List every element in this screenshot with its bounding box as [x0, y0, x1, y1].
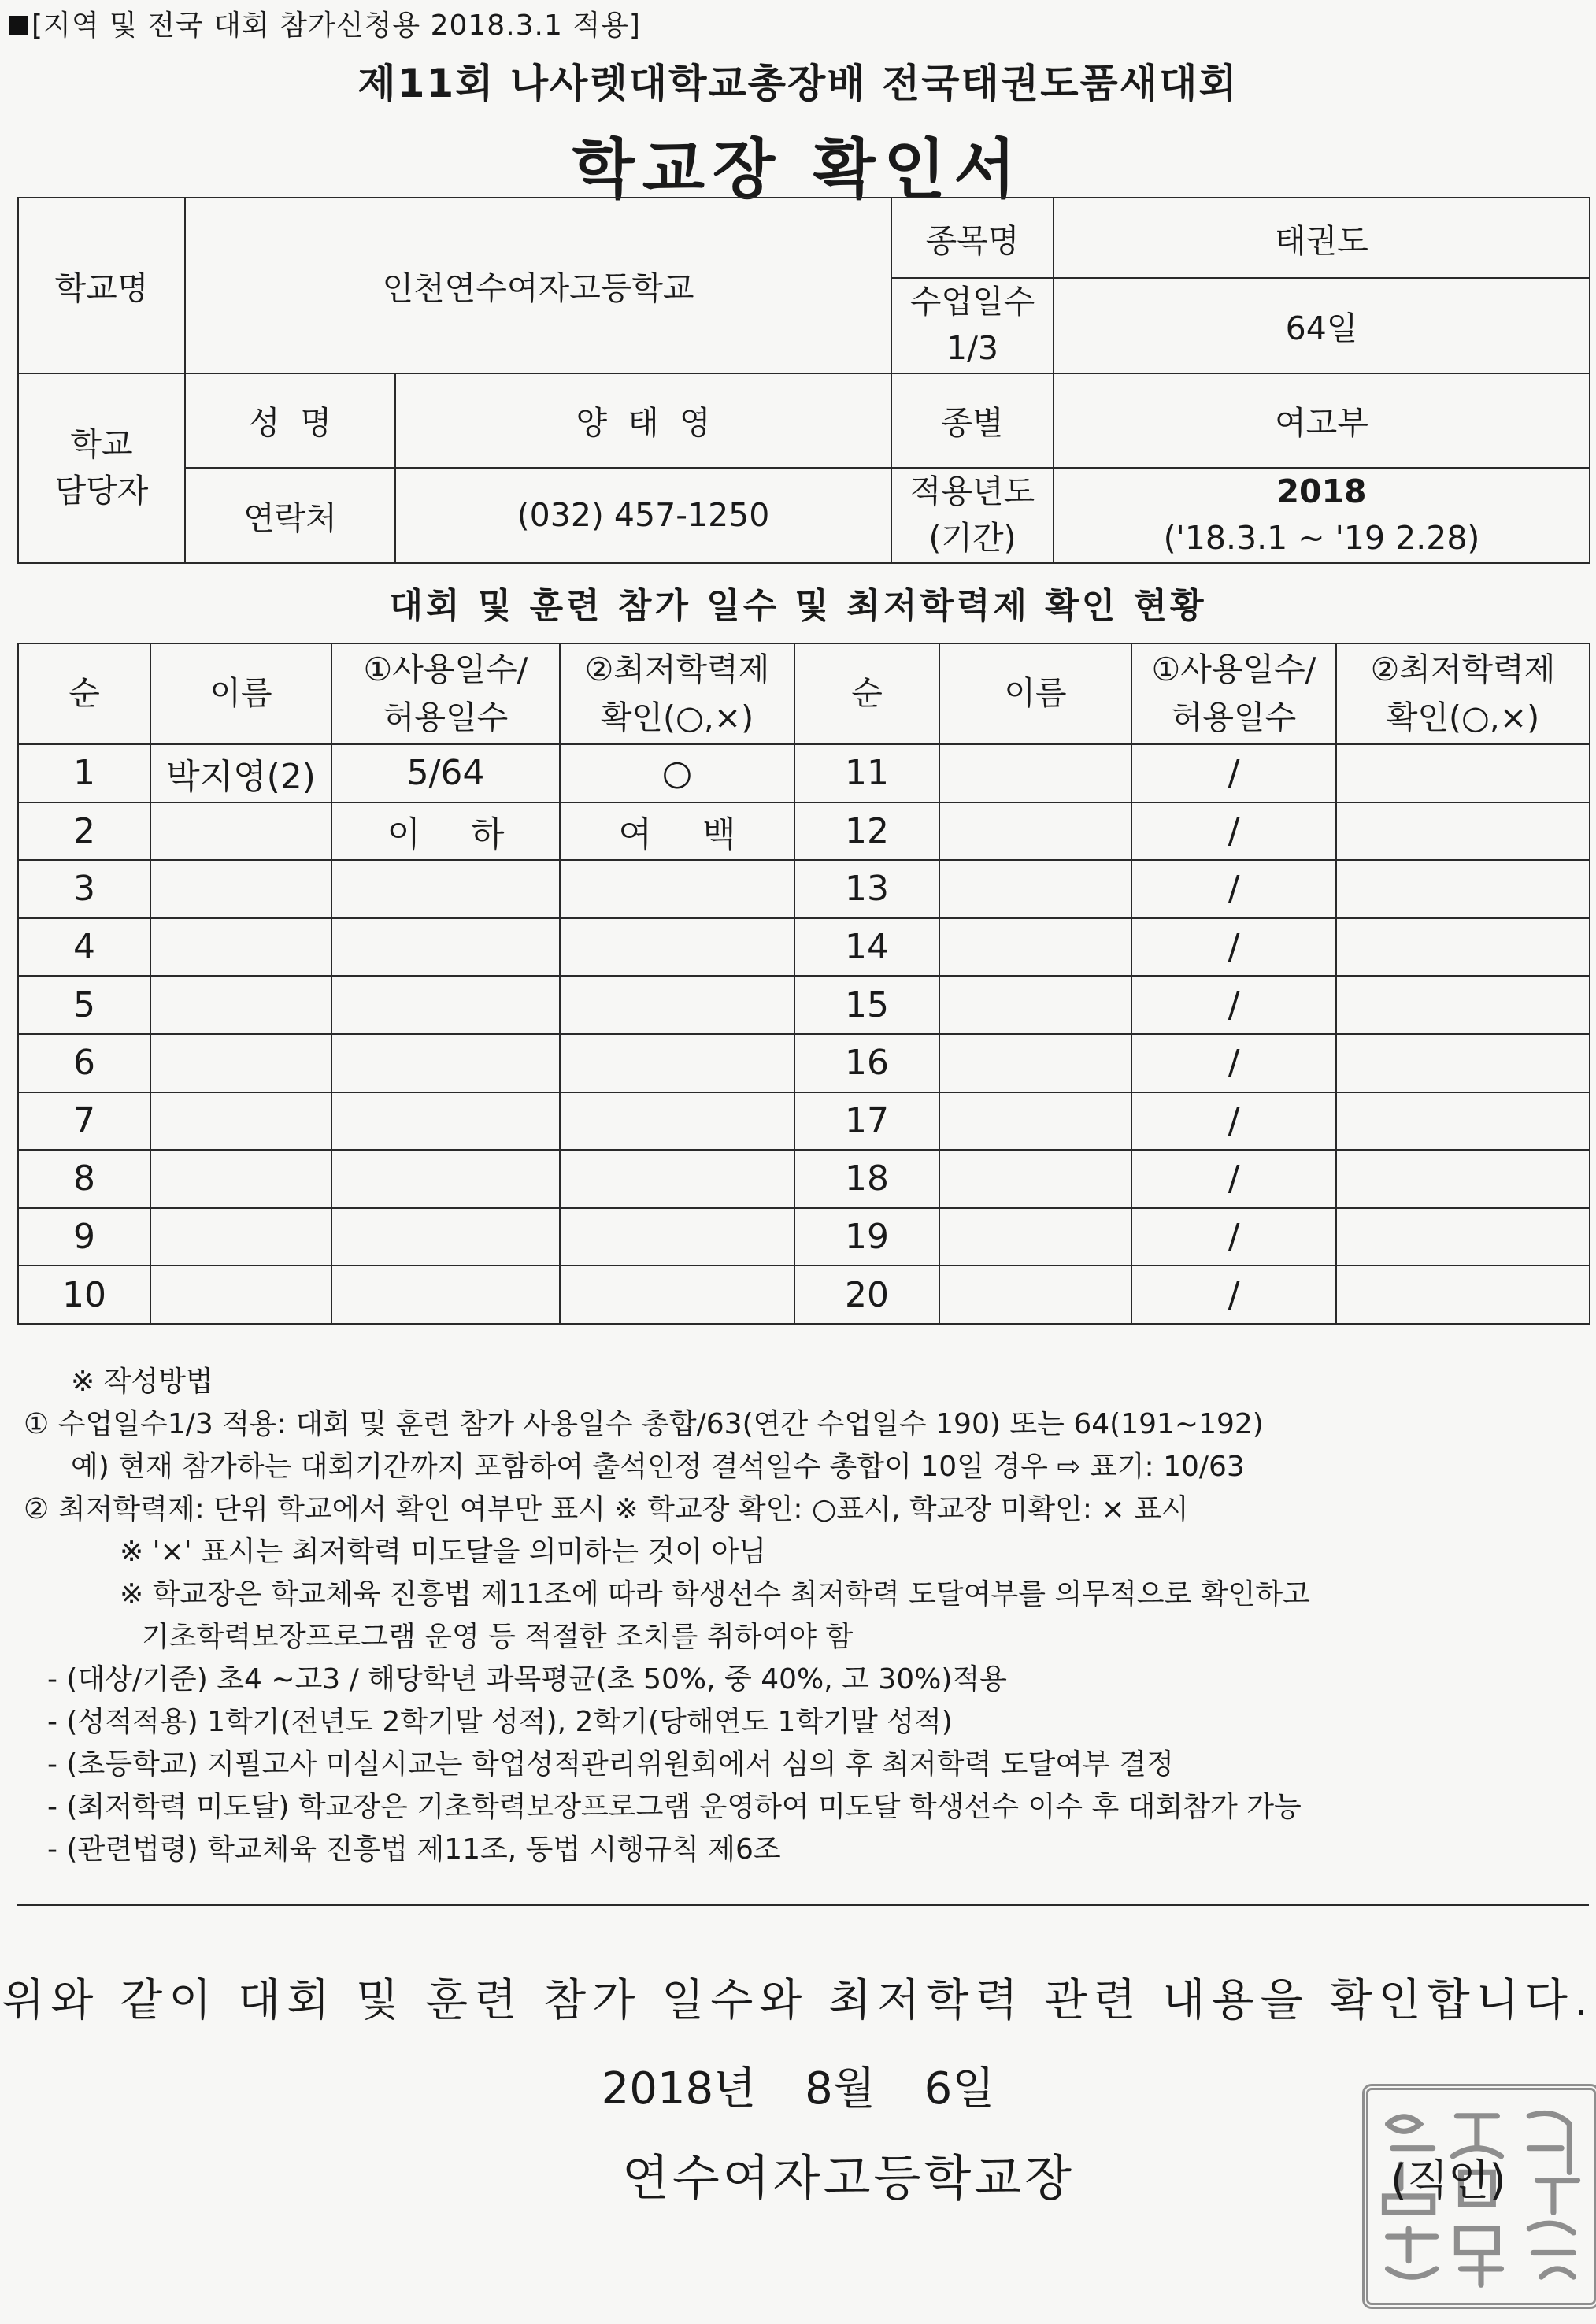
row-no: 7: [18, 1092, 150, 1151]
athlete-name: [150, 976, 331, 1034]
row-no: 1: [18, 744, 150, 802]
used-days-2: /: [1131, 802, 1336, 861]
athlete-name-2: [939, 744, 1131, 802]
used-days-2: /: [1131, 918, 1336, 977]
instruction-2-note-b-cont: 기초학력보장프로그램 운영 등 적절한 조치를 취하여야 함: [142, 1621, 854, 1653]
athlete-name-2: [939, 1150, 1131, 1208]
athlete-name: 박지영(2): [150, 744, 331, 802]
event-title: 제11회 나사렛대학교총장배 전국태권도품새대회: [357, 61, 1239, 106]
academic-check: [560, 976, 794, 1034]
min-academic-header-1: ②최저학력제: [584, 650, 770, 688]
row-no-2: 14: [794, 918, 939, 977]
document-title: 학교장 확인서: [572, 132, 1024, 207]
col-used-days-header-2: [1131, 643, 1336, 744]
col-name-header: 이름: [150, 643, 331, 744]
athlete-name-2: [939, 1092, 1131, 1151]
row-no-2: 19: [794, 1208, 939, 1266]
athlete-name-2: [939, 976, 1131, 1034]
instructions-heading: ※ 작성방법: [71, 1366, 213, 1398]
instruction-2-note-b: ※ 학교장은 학교체육 진흥법 제11조에 따라 학생선수 최저학력 도달여부를 의무적으로 확인하고: [120, 1578, 1310, 1610]
col-no-header: 순: [18, 643, 150, 744]
used-days-header-1: ①사용일수/: [363, 650, 528, 688]
row-no-2: 12: [794, 802, 939, 861]
detail-not-reached: - (최저학력 미도달) 학교장은 기초학력보장프로그램 운영하여 미도달 학생선수 이수 후 대회참가 가능: [47, 1791, 1302, 1823]
used-days-header-2-2: 허용일수: [1171, 699, 1297, 736]
academic-check-2: [1336, 860, 1590, 918]
instruction-1-example: 예) 현재 참가하는 대회기간까지 포함하여 출석인정 결석일수 총합이 10일 경우 ⇨ 표기: 10/63: [71, 1451, 1245, 1483]
academic-check-2: [1336, 1092, 1590, 1151]
category-value: 여고부: [1054, 373, 1590, 468]
row-no: 4: [18, 918, 150, 977]
class-days-label-2: 1/3: [946, 329, 998, 368]
row-no: 10: [18, 1266, 150, 1324]
used-days: [331, 860, 560, 918]
table-row: [18, 860, 1590, 918]
row-no: 9: [18, 1208, 150, 1266]
used-days-header-2-1: ①사용일수/: [1151, 650, 1316, 688]
col-min-academic-header-2: [1336, 643, 1590, 744]
used-days-header-2: 허용일수: [383, 699, 509, 736]
athlete-name: [150, 1034, 331, 1092]
name-label: 성 명: [185, 373, 395, 468]
manager-label-2: 담당자: [54, 472, 149, 510]
academic-check: [560, 1266, 794, 1324]
used-days: [331, 1034, 560, 1092]
min-academic-header-2-2: 확인(○,×): [1386, 699, 1540, 736]
row-no-2: 17: [794, 1092, 939, 1151]
table-row: [18, 1150, 1590, 1208]
row-no: 2: [18, 802, 150, 861]
blank-below-note-1: 이 하: [331, 802, 560, 861]
roster-header-row: [18, 643, 1590, 744]
year-label-1: 적용년도: [909, 472, 1035, 510]
athlete-name-2: [939, 918, 1131, 977]
used-days: [331, 976, 560, 1034]
issue-day: 6일: [924, 2063, 995, 2115]
instruction-2-note-a: ※ '×' 표시는 최저학력 미도달을 의미하는 것이 아님: [120, 1536, 766, 1568]
square-bullet-icon: [9, 16, 28, 35]
used-days: [331, 1266, 560, 1324]
blank-below-note-2: 여 백: [560, 802, 794, 861]
used-days-2: /: [1131, 1150, 1336, 1208]
athlete-name: [150, 1150, 331, 1208]
row-no-2: 11: [794, 744, 939, 802]
min-academic-header-2-1: ②최저학력제: [1370, 650, 1556, 688]
year-label: [891, 468, 1054, 563]
used-days: 5/64: [331, 744, 560, 802]
table-row: [18, 1092, 1590, 1151]
instruction-1: ① 수업일수1/3 적용: 대회 및 훈련 참가 사용일수 총합/63(연간 수업일수 190) 또는 64(191~192): [24, 1408, 1264, 1440]
table-row: [18, 976, 1590, 1034]
academic-check-2: [1336, 1208, 1590, 1266]
year-value-cell: [1054, 468, 1590, 563]
detail-elementary: - (초등학교) 지필고사 미실시교는 학업성적관리위원회에서 심의 후 최저학력 도달여부 결정: [47, 1748, 1174, 1781]
athlete-name-2: [939, 860, 1131, 918]
divider: [17, 1904, 1589, 1906]
class-days-value: 64일: [1054, 278, 1590, 373]
table-row: [18, 1208, 1590, 1266]
used-days: [331, 1208, 560, 1266]
athlete-name: [150, 918, 331, 977]
form-usage-note-text: [지역 및 전국 대회 참가신청용 2018.3.1 적용]: [31, 9, 641, 42]
roster-table: [17, 643, 1590, 1325]
confirmation-statement: 위와 같이 대회 및 훈련 참가 일수와 최저학력 관련 내용을 확인합니다.: [2, 1975, 1594, 2026]
category-label: 종별: [891, 373, 1054, 468]
name-value: 양 태 영: [395, 373, 891, 468]
athlete-name-2: [939, 1034, 1131, 1092]
manager-label: [18, 373, 185, 563]
table-row: [18, 802, 1590, 861]
school-value: 인천연수여자고등학교: [185, 198, 891, 373]
academic-check-2: [1336, 1034, 1590, 1092]
row-no-2: 16: [794, 1034, 939, 1092]
col-min-academic-header: [560, 643, 794, 744]
col-no-header-2: 순: [794, 643, 939, 744]
used-days-2: /: [1131, 1266, 1336, 1324]
academic-check-2: [1336, 976, 1590, 1034]
row-no: 6: [18, 1034, 150, 1092]
athlete-name: [150, 860, 331, 918]
table-row: [18, 1266, 1590, 1324]
used-days: [331, 1092, 560, 1151]
table-row: [18, 918, 1590, 977]
table-row: [18, 744, 1590, 802]
school-info-table: [17, 197, 1590, 564]
academic-check: [560, 1092, 794, 1151]
academic-check: [560, 1150, 794, 1208]
principal-name: 연수여자고등학교장: [622, 2149, 1076, 2207]
athlete-name: [150, 802, 331, 861]
col-used-days-header: [331, 643, 560, 744]
contact-label: 연락처: [185, 468, 395, 563]
academic-check: [560, 918, 794, 977]
row-no-2: 20: [794, 1266, 939, 1324]
academic-check: [560, 1034, 794, 1092]
academic-check: ○: [560, 744, 794, 802]
used-days: [331, 1150, 560, 1208]
academic-check: [560, 1208, 794, 1266]
min-academic-header-2: 확인(○,×): [600, 699, 754, 736]
athlete-name: [150, 1266, 331, 1324]
row-no-2: 15: [794, 976, 939, 1034]
academic-check-2: [1336, 918, 1590, 977]
detail-grades: - (성적적용) 1학기(전년도 2학기말 성적), 2학기(당해연도 1학기말 성적): [47, 1706, 953, 1738]
issue-year: 2018년: [601, 2063, 757, 2115]
used-days-2: /: [1131, 976, 1336, 1034]
row-no-2: 13: [794, 860, 939, 918]
form-usage-note: [9, 3, 641, 43]
year-value: 2018: [1276, 472, 1367, 510]
athlete-name: [150, 1092, 331, 1151]
class-days-label: [891, 278, 1054, 373]
col-name-header-2: 이름: [939, 643, 1131, 744]
detail-law: - (관련법령) 학교체육 진흥법 제11조, 동법 시행규칙 제6조: [47, 1833, 781, 1866]
seal-label: (직인): [1390, 2155, 1506, 2205]
athlete-name: [150, 1208, 331, 1266]
detail-target: - (대상/기준) 초4 ~고3 / 해당학년 과목평균(초 50%, 중 40%, 고 30%)적용: [47, 1663, 1007, 1696]
sport-value: 태권도: [1054, 198, 1590, 278]
row-no: 5: [18, 976, 150, 1034]
class-days-label-1: 수업일수: [909, 283, 1035, 321]
row-no-2: 18: [794, 1150, 939, 1208]
athlete-name-2: [939, 1266, 1131, 1324]
academic-check-2: [1336, 802, 1590, 861]
used-days: [331, 918, 560, 977]
row-no: 8: [18, 1150, 150, 1208]
athlete-name-2: [939, 1208, 1131, 1266]
school-label: 학교명: [18, 198, 185, 373]
issue-date: [0, 2054, 1596, 2117]
roster-section-title: 대회 및 훈련 참가 일수 및 최저학력제 확인 현황: [389, 586, 1207, 626]
issue-month: 8월: [805, 2063, 876, 2115]
year-label-2: (기간): [928, 519, 1016, 558]
instructions-block: [24, 1361, 1575, 1871]
period-value: ('18.3.1 ~ '19 2.28): [1163, 519, 1480, 558]
manager-label-1: 학교: [70, 424, 133, 463]
used-days-2: /: [1131, 860, 1336, 918]
table-row: [18, 1034, 1590, 1092]
instruction-2: ② 최저학력제: 단위 학교에서 확인 여부만 표시 ※ 학교장 확인: ○표시, 학교장 미확인: × 표시: [24, 1493, 1189, 1525]
used-days-2: /: [1131, 1092, 1336, 1151]
academic-check: [560, 860, 794, 918]
row-no: 3: [18, 860, 150, 918]
used-days-2: /: [1131, 1034, 1336, 1092]
used-days-2: /: [1131, 1208, 1336, 1266]
athlete-name-2: [939, 802, 1131, 861]
academic-check-2: [1336, 1150, 1590, 1208]
academic-check-2: [1336, 1266, 1590, 1324]
academic-check-2: [1336, 744, 1590, 802]
sport-label: 종목명: [891, 198, 1054, 278]
used-days-2: /: [1131, 744, 1336, 802]
contact-value: (032) 457-1250: [395, 468, 891, 563]
